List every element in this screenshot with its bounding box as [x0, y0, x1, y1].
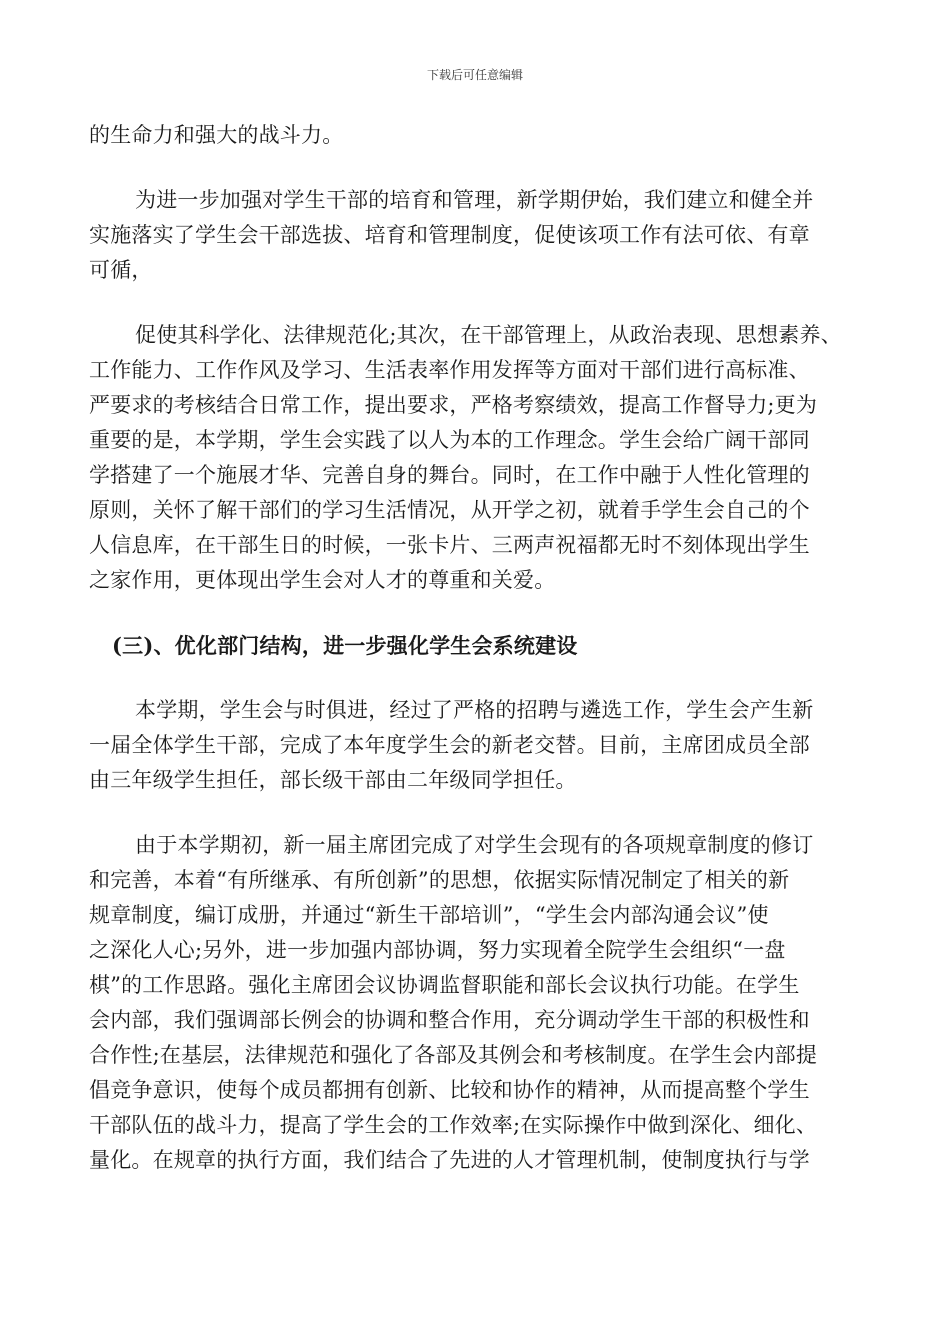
page-header-note: 下载后可任意编辑 — [426, 68, 523, 82]
text-line: 促使其科学化、法律规范化;其次，在干部管理上，从政治表现、思想素养、 — [135, 323, 842, 347]
paragraph-2 — [89, 183, 869, 288]
text-line: 工作能力、工作作风及学习、生活表率作用发挥等方面对干部们进行高标准、 — [89, 358, 810, 382]
text-line: 可循， — [89, 258, 153, 282]
text-line: 会内部，我们强调部长例会的协调和整合作用，充分调动学生干部的积极性和 — [89, 1008, 810, 1032]
paragraph-5 — [89, 828, 869, 1178]
text-line: 重要的是，本学期，学生会实践了以人为本的工作理念。学生会给广阔干部同 — [89, 428, 810, 452]
text-line: 的生命力和强大的战斗力。 — [89, 123, 344, 147]
paragraph-3 — [89, 318, 869, 598]
text-line: 本学期，学生会与时俱进，经过了严格的招聘与遴选工作，学生会产生新 — [135, 698, 814, 722]
text-line: 学搭建了一个施展才华、完善自身的舞台。同时，在工作中融于人性化管理的 — [89, 463, 810, 487]
text-line: 人信息库，在干部生日的时候，一张卡片、三两声祝福都无时不刻体现出学生 — [89, 533, 810, 557]
text-line: 和完善，本着“有所继承、有所创新”的思想，依据实际情况制定了相关的新 — [89, 868, 790, 892]
text-line: 一届全体学生干部，完成了本年度学生会的新老交替。目前，主席团成员全部 — [89, 733, 810, 757]
text-line: 严要求的考核结合日常工作，提出要求，严格考察绩效，提高工作督导力;更为 — [89, 393, 818, 417]
section-heading: (三)、优化部门结构，进一步强化学生会系统建设 — [112, 633, 578, 658]
text-line: 棋”的工作思路。强化主席团会议协调监督职能和部长会议执行功能。在学生 — [89, 973, 800, 997]
paragraph-1 — [89, 118, 869, 153]
text-line: 由于本学期初，新一届主席团完成了对学生会现有的各项规章制度的修订 — [135, 833, 814, 857]
text-line: 合作性;在基层，法律规范和强化了各部及其例会和考核制度。在学生会内部提 — [89, 1043, 818, 1067]
paragraph-4 — [89, 693, 869, 798]
text-line: 量化。在规章的执行方面，我们结合了先进的人才管理机制，使制度执行与学 — [89, 1148, 810, 1172]
text-line: 之深化人心;另外，进一步加强内部协调，努力实现着全院学生会组织“一盘 — [89, 938, 786, 962]
text-line: 干部队伍的战斗力，提高了学生会的工作效率;在实际操作中做到深化、细化、 — [89, 1113, 818, 1137]
text-line: 原则，关怀了解干部们的学习生活情况，从开学之初，就着手学生会自己的个 — [89, 498, 810, 522]
text-line: 之家作用，更体现出学生会对人才的尊重和关爱。 — [89, 568, 556, 592]
text-line: 由三年级学生担任，部长级干部由二年级同学担任。 — [89, 768, 577, 792]
section-heading-3 — [89, 628, 869, 663]
text-line: 规章制度，编订成册，并通过“新生干部培训”，“学生会内部沟通会议”使 — [89, 903, 769, 927]
document-body — [89, 118, 869, 1178]
text-line: 实施落实了学生会干部选拔、培育和管理制度，促使该项工作有法可依、有章 — [89, 223, 810, 247]
text-line: 为进一步加强对学生干部的培育和管理，新学期伊始，我们建立和健全并 — [135, 188, 814, 212]
text-line: 倡竞争意识，使每个成员都拥有创新、比较和协作的精神，从而提高整个学生 — [89, 1078, 810, 1102]
